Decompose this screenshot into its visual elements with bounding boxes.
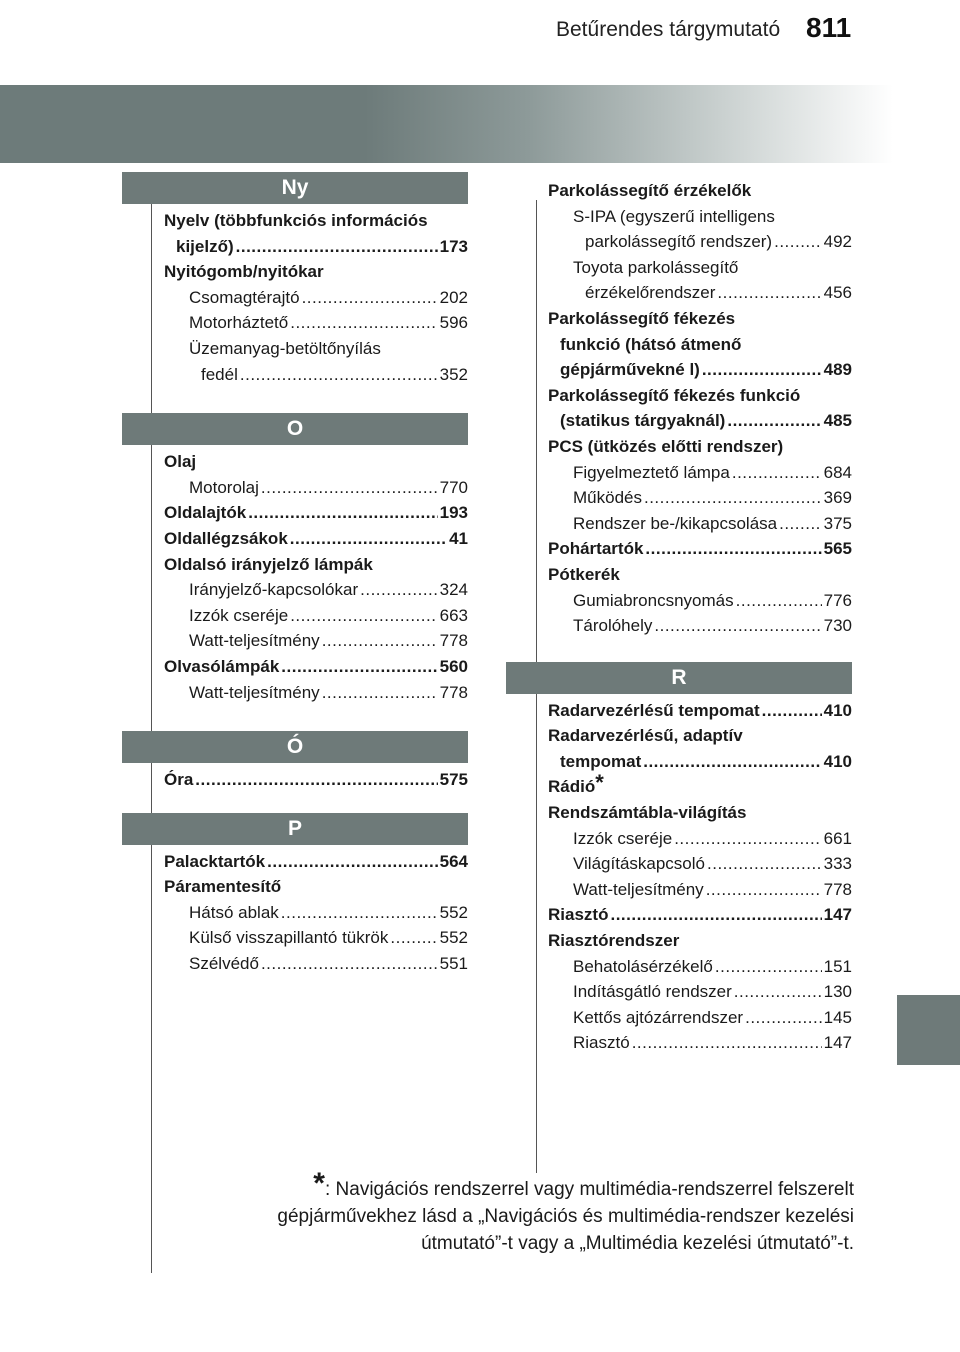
index-entry <box>164 680 468 706</box>
index-entry-text: Külső visszapillantó tükrök <box>189 928 389 948</box>
dot-leader <box>674 826 821 852</box>
index-entry-text: S-IPA (egyszerű intelligens <box>573 206 775 226</box>
index-entry-text: Óra <box>164 770 194 790</box>
index-entry <box>548 723 852 749</box>
index-entry-text: Palacktartók <box>164 851 266 871</box>
dot-leader <box>290 310 437 336</box>
dot-leader <box>745 1005 822 1031</box>
index-entry-page: 730 <box>823 616 852 636</box>
index-entry <box>548 698 852 724</box>
index-entry <box>548 826 852 852</box>
index-entry <box>548 460 852 486</box>
index-entry-text: Nyitógomb/nyitókar <box>164 262 324 282</box>
index-entry-page: 369 <box>823 488 852 508</box>
index-entry-text: Irányjelző-kapcsolókar <box>189 580 359 600</box>
footnote-line-3: útmutató”-t vagy a „Multimédia kezelési útmutató”-t. <box>421 1233 854 1254</box>
index-entry <box>548 902 852 928</box>
letter-section-header: R <box>506 662 852 694</box>
index-entry-page: 410 <box>823 700 852 720</box>
index-entry <box>164 449 468 475</box>
dot-leader <box>645 536 821 562</box>
dot-leader <box>281 654 437 680</box>
index-entry <box>164 500 468 526</box>
index-entry-text: tempomat <box>560 751 642 771</box>
index-entry-text: Rendszámtábla-világítás <box>548 803 747 823</box>
index-entry <box>164 475 468 501</box>
index-entry-text: funkció (hátsó átmenő <box>560 334 742 354</box>
dot-leader <box>290 603 437 629</box>
index-entry-text: Watt-teljesítmény <box>189 631 320 651</box>
dot-leader <box>644 485 822 511</box>
index-entry-text: Riasztórendszer <box>548 931 680 951</box>
index-entry-text: Pótkerék <box>548 564 620 584</box>
index-entry-text: Motorháztető <box>189 313 289 333</box>
index-entry-page: 489 <box>823 360 852 380</box>
index-entry-page: 776 <box>823 590 852 610</box>
index-entry-page: 778 <box>439 631 468 651</box>
index-entry <box>548 536 852 562</box>
footnote-marker: * <box>595 770 604 796</box>
index-entry-list <box>122 763 468 793</box>
index-entry-text: Nyelv (többfunkciós információs <box>164 211 428 230</box>
index-entry <box>164 336 468 362</box>
dot-leader <box>360 577 437 603</box>
footnote-star: * <box>313 1167 325 1200</box>
index-entry-page: 324 <box>439 580 468 600</box>
letter-section-header: P <box>122 813 468 845</box>
index-entry <box>164 208 468 234</box>
index-entry-text: Pohártartók <box>548 539 644 559</box>
index-entry-page: 130 <box>823 982 852 1002</box>
index-entry-text: Rendszer be-/kikapcsolása <box>573 513 778 533</box>
footnote-line-2: gépjárművekhez lásd a „Navigációs és multimédia-rendszer kezelési <box>277 1206 854 1227</box>
index-entry <box>548 229 852 255</box>
index-entry <box>548 357 852 383</box>
index-entry <box>548 562 852 588</box>
index-entry <box>164 654 468 680</box>
index-entry-page: 565 <box>823 539 852 559</box>
index-entry-text: Olaj <box>164 452 197 472</box>
index-entry <box>164 951 468 977</box>
index-entry-text: kijelző) <box>176 236 234 256</box>
index-entry <box>548 204 852 230</box>
index-entry-text: Figyelmeztető lámpa <box>573 462 730 482</box>
index-entry-page: 552 <box>439 902 468 922</box>
index-entry-page: 352 <box>439 364 468 384</box>
index-entry <box>548 877 852 903</box>
index-entry-text: Tárolóhely <box>573 616 653 636</box>
index-entry-page: 770 <box>439 477 468 497</box>
index-entry-text: Páramentesítő <box>164 877 282 897</box>
index-entry <box>548 851 852 877</box>
index-entry <box>164 577 468 603</box>
index-entry-page: 456 <box>823 283 852 303</box>
index-entry-text: Parkolássegítő fékezés <box>548 308 736 328</box>
index-entry-page: 202 <box>439 287 468 307</box>
index-entry <box>548 954 852 980</box>
dot-leader <box>281 900 438 926</box>
index-entry-text: fedél <box>201 364 238 384</box>
index-entry-page: 551 <box>439 954 468 974</box>
left-index-column <box>122 172 468 977</box>
letter-section-header: Ó <box>122 731 468 763</box>
index-entry-text: (statikus tárgyaknál) <box>560 411 726 431</box>
index-entry <box>164 874 468 900</box>
index-entry <box>548 280 852 306</box>
index-entry-text: Indításgátló rendszer <box>573 982 732 1002</box>
index-entry <box>548 613 852 639</box>
dot-leader <box>774 229 822 255</box>
index-entry <box>164 552 468 578</box>
index-entry <box>548 511 852 537</box>
index-entry <box>164 362 468 388</box>
index-entry-page: 410 <box>823 751 852 771</box>
index-entry-page: 193 <box>439 503 468 523</box>
index-entry <box>548 408 852 434</box>
dot-leader <box>779 511 822 537</box>
letter-section-header: Ny <box>122 172 468 204</box>
index-entry-page: 663 <box>439 605 468 625</box>
index-entry <box>164 603 468 629</box>
index-entry-text: Csomagtérajtó <box>189 287 300 307</box>
dot-leader <box>322 680 438 706</box>
index-entry-page: 41 <box>449 528 468 548</box>
dot-leader <box>734 979 822 1005</box>
index-entry-text: Riasztó <box>573 1033 630 1053</box>
index-entry-text: Világításkapcsoló <box>573 854 705 874</box>
index-entry <box>548 749 852 775</box>
index-entry-text: gépjárművekné l) <box>560 360 700 380</box>
index-entry <box>548 485 852 511</box>
index-entry-text: Parkolássegítő fékezés funkció <box>548 385 801 405</box>
index-entry <box>164 259 468 285</box>
continued-entry-list <box>506 178 852 639</box>
dot-leader <box>706 877 822 903</box>
index-entry-page: 661 <box>823 828 852 848</box>
index-entry-text: Radarvezérlésű tempomat <box>548 700 760 720</box>
index-entry-page: 375 <box>823 513 852 533</box>
index-entry-list <box>122 845 468 977</box>
index-entry-page: 575 <box>439 770 468 790</box>
dot-leader <box>236 234 438 260</box>
index-entry-page: 778 <box>439 682 468 702</box>
dot-leader <box>240 362 438 388</box>
index-entry-page: 333 <box>823 854 852 874</box>
page-number: 811 <box>806 12 852 43</box>
dot-leader <box>717 280 821 306</box>
dot-leader <box>195 767 437 793</box>
index-entry-text: Riasztó <box>548 905 609 925</box>
index-entry-page: 147 <box>823 905 852 925</box>
dot-leader <box>643 749 821 775</box>
index-entry-text: Olvasólámpák <box>164 656 280 676</box>
dot-leader <box>632 1030 822 1056</box>
dot-leader <box>248 500 437 526</box>
footnote <box>200 1167 854 1257</box>
index-entry-text: Működés <box>573 488 642 508</box>
index-entry-page: 485 <box>823 411 852 431</box>
index-entry <box>164 925 468 951</box>
index-entry <box>164 849 468 875</box>
index-entry-text: parkolássegítő rendszer) <box>585 232 773 252</box>
dot-leader <box>715 954 822 980</box>
dot-leader <box>762 698 822 724</box>
index-entry-page: 492 <box>823 232 852 252</box>
index-entry <box>548 800 852 826</box>
index-entry <box>164 285 468 311</box>
page-title: Betűrendes tárgymutató <box>556 18 781 41</box>
dot-leader <box>610 902 821 928</box>
dot-leader <box>290 526 447 552</box>
index-entry <box>164 526 468 552</box>
index-entry-list <box>506 694 852 1056</box>
dot-leader <box>267 849 438 875</box>
index-entry-text: Izzók cseréje <box>189 605 289 625</box>
index-entry-text: Radarvezérlésű, adaptív <box>548 726 743 746</box>
index-entry-page: 596 <box>439 313 468 333</box>
index-entry <box>548 306 852 332</box>
index-entry <box>548 1030 852 1056</box>
dot-leader <box>302 285 438 311</box>
dot-leader <box>322 628 438 654</box>
index-entry-text: Behatolásérzékelő <box>573 956 713 976</box>
index-entry <box>548 434 852 460</box>
index-entry-text: Rádió <box>548 777 596 797</box>
index-entry <box>548 178 852 204</box>
index-entry-text: Motorolaj <box>189 477 259 497</box>
index-entry-page: 778 <box>823 879 852 899</box>
index-entry <box>548 979 852 1005</box>
index-entry-page: 564 <box>439 851 468 871</box>
index-entry-page: 173 <box>439 236 468 256</box>
index-entry-page: 560 <box>439 656 468 676</box>
index-entry <box>164 900 468 926</box>
dot-leader <box>261 475 438 501</box>
header-band <box>0 85 960 163</box>
index-entry <box>164 628 468 654</box>
index-entry-text: Gumiabroncsnyomás <box>573 590 734 610</box>
index-entry-page: 145 <box>823 1007 852 1027</box>
index-entry-text: Oldallégzsákok <box>164 528 288 548</box>
index-entry-text: Szélvédő <box>189 954 259 974</box>
index-entry-page: 552 <box>439 928 468 948</box>
index-entry-text: érzékelőrendszer <box>585 283 716 303</box>
index-entry <box>548 588 852 614</box>
index-entry-text: Üzemanyag-betöltőnyílás <box>189 338 381 358</box>
index-entry <box>548 770 852 800</box>
index-entry-text: Oldalajtók <box>164 503 247 523</box>
index-entry <box>164 234 468 260</box>
letter-section-header: O <box>122 413 468 445</box>
index-entry-page: 684 <box>823 462 852 482</box>
dot-leader <box>261 951 438 977</box>
index-entry-list <box>122 445 468 705</box>
index-entry-text: Kettős ajtózárrendszer <box>573 1007 744 1027</box>
dot-leader <box>707 851 822 877</box>
index-entry-page: 151 <box>823 956 852 976</box>
dot-leader <box>727 408 821 434</box>
index-entry <box>548 928 852 954</box>
index-entry-list <box>122 204 468 387</box>
index-entry <box>164 310 468 336</box>
right-index-column <box>506 178 852 1056</box>
dot-leader <box>736 588 822 614</box>
dot-leader <box>732 460 822 486</box>
index-entry <box>548 255 852 281</box>
dot-leader <box>702 357 822 383</box>
index-entry-text: Parkolássegítő érzékelők <box>548 181 752 200</box>
index-entry <box>548 1005 852 1031</box>
index-entry-text: PCS (ütközés előtti rendszer) <box>548 436 784 456</box>
index-entry-text: Toyota parkolássegítő <box>573 257 739 277</box>
index-entry-page: 147 <box>823 1033 852 1053</box>
chapter-thumb-tab <box>897 995 960 1065</box>
footnote-line-1: : Navigációs rendszerrel vagy multimédia-rendszerrel felszerelt <box>324 1179 854 1200</box>
index-entry <box>164 767 468 793</box>
index-entry-text: Watt-teljesítmény <box>189 682 320 702</box>
dot-leader <box>654 613 821 639</box>
dot-leader <box>390 925 437 951</box>
index-entry <box>548 332 852 358</box>
index-entry-text: Oldalsó irányjelző lámpák <box>164 554 373 574</box>
index-entry-text: Watt-teljesítmény <box>573 879 704 899</box>
index-entry-text: Hátsó ablak <box>189 902 279 922</box>
index-entry <box>548 383 852 409</box>
index-entry-text: Izzók cseréje <box>573 828 673 848</box>
